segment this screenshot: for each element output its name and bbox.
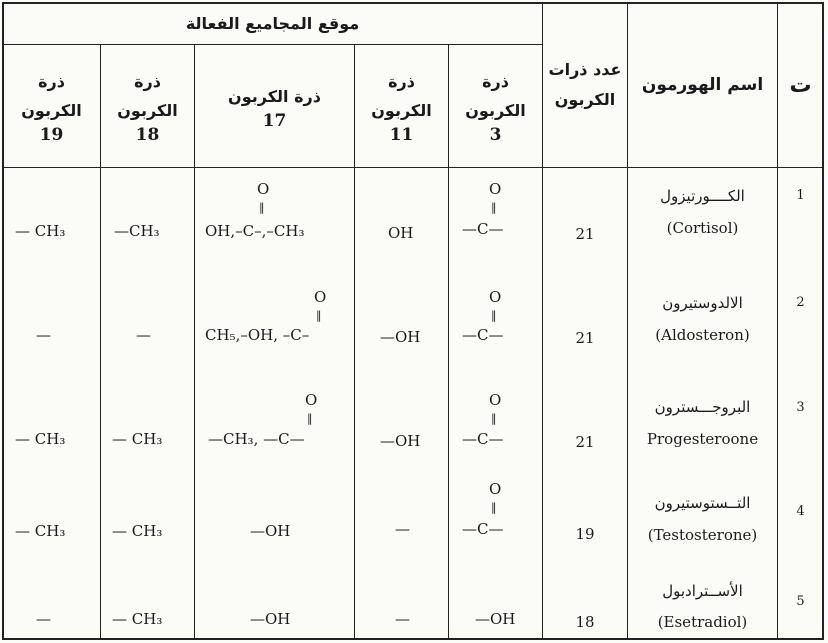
carbon-position: 19 xyxy=(39,125,64,145)
group-c17: —CH₃, —C— xyxy=(208,430,305,448)
hormone-name xyxy=(628,183,777,241)
hormone-name-ar: الكــــورتيزول xyxy=(660,187,745,205)
hormone-name-en: (Aldosteron) xyxy=(655,326,750,344)
carbon-position: 17 xyxy=(262,110,287,131)
group-c18: —CH₃ xyxy=(114,222,160,240)
hormone-name-en: (Cortisol) xyxy=(666,219,739,237)
oxygen-atom: O xyxy=(489,288,502,306)
carbonyl-group: —C— xyxy=(462,430,504,448)
double-bond: ‖ xyxy=(491,412,497,425)
carbon-17-header xyxy=(195,45,354,167)
row-index: 5 xyxy=(796,593,805,609)
hormone-name-ar: الأســترادبول xyxy=(662,582,743,600)
group-c19: — CH₃ xyxy=(15,222,66,240)
carbon-11-header xyxy=(355,45,448,167)
group-c17: —OH xyxy=(250,522,291,540)
carbon-18-header xyxy=(101,45,194,167)
carbon-position: 18 xyxy=(135,125,160,145)
oxygen-atom: O xyxy=(257,180,270,198)
carbonyl-group: —C— xyxy=(462,220,504,238)
oxygen-atom: O xyxy=(314,288,327,306)
hormone-name-en: (Esetradiol) xyxy=(657,613,748,631)
carbon-count: 21 xyxy=(575,433,595,451)
carbon-position: 3 xyxy=(489,125,502,145)
group-c11: —OH xyxy=(380,328,421,346)
col-name-header: اسم الهورمون xyxy=(641,74,764,95)
carbon-label: ذرة الكربون xyxy=(228,86,321,106)
group-c18: — CH₃ xyxy=(112,522,163,540)
carbon-label: ذرة الكربون xyxy=(117,72,178,120)
carbon-19-header xyxy=(3,45,100,167)
oxygen-atom: O xyxy=(305,391,318,409)
hormone-name-en: Progesteroone xyxy=(646,430,759,448)
group-c18: — CH₃ xyxy=(112,610,163,628)
carbonyl-group: —C— xyxy=(462,520,504,538)
hormone-name xyxy=(628,578,777,635)
col-index-header: ت xyxy=(789,72,812,98)
hormone-name-en: (Testosterone) xyxy=(647,526,758,544)
hormone-name xyxy=(628,394,777,452)
group-c11: — xyxy=(395,520,410,538)
oxygen-atom: O xyxy=(489,480,502,498)
header-bottom-line xyxy=(3,167,823,168)
row-index: 3 xyxy=(796,399,805,415)
hormone-name-ar: البروجـــسترون xyxy=(654,398,751,416)
group-c19: — xyxy=(36,610,51,628)
carbon-count: 21 xyxy=(575,225,595,243)
oxygen-atom: O xyxy=(489,391,502,409)
group-c17: —OH xyxy=(250,610,291,628)
group-c18: — CH₃ xyxy=(112,430,163,448)
group-c17: OH,–C–,–CH₃ xyxy=(205,222,305,240)
group-c19: — CH₃ xyxy=(15,522,66,540)
group-c17: CH₅,–OH, –C– xyxy=(205,326,310,344)
double-bond: ‖ xyxy=(491,501,497,514)
hormone-name-ar: التــستوستيرون xyxy=(654,494,751,512)
carbon-count: 21 xyxy=(575,329,595,347)
row-index: 1 xyxy=(796,187,805,203)
group-c18: — xyxy=(136,326,151,344)
oxygen-atom: O xyxy=(489,180,502,198)
double-bond: ‖ xyxy=(307,412,313,425)
group-c11: OH xyxy=(388,224,414,242)
carbon-label: ذرة الكربون xyxy=(371,72,432,120)
group-c19: — CH₃ xyxy=(15,430,66,448)
double-bond: ‖ xyxy=(491,201,497,214)
double-bond: ‖ xyxy=(491,309,497,322)
hormone-name xyxy=(628,490,777,548)
row-index: 2 xyxy=(796,294,805,310)
double-bond: ‖ xyxy=(259,201,265,214)
group-c19: — xyxy=(36,326,51,344)
col-count-header: عدد ذرات الكربون xyxy=(548,60,622,109)
carbon-label: ذرة الكربون xyxy=(21,72,82,120)
carbon-3-header xyxy=(449,45,542,167)
row-index: 4 xyxy=(796,503,805,519)
hormone-name-ar: الالدوستيرون xyxy=(662,294,743,312)
group-c11: — xyxy=(395,610,410,628)
group-c3: —OH xyxy=(475,610,516,628)
carbon-position: 11 xyxy=(389,125,414,145)
group-c11: —OH xyxy=(380,432,421,450)
double-bond: ‖ xyxy=(316,309,322,322)
carbon-label: ذرة الكربون xyxy=(465,72,526,120)
carbonyl-group: —C— xyxy=(462,326,504,344)
group-title: موقع المجاميع الفعالة xyxy=(185,14,360,33)
hormone-name xyxy=(628,290,777,348)
carbon-count: 18 xyxy=(575,613,595,631)
carbon-count: 19 xyxy=(575,525,595,543)
